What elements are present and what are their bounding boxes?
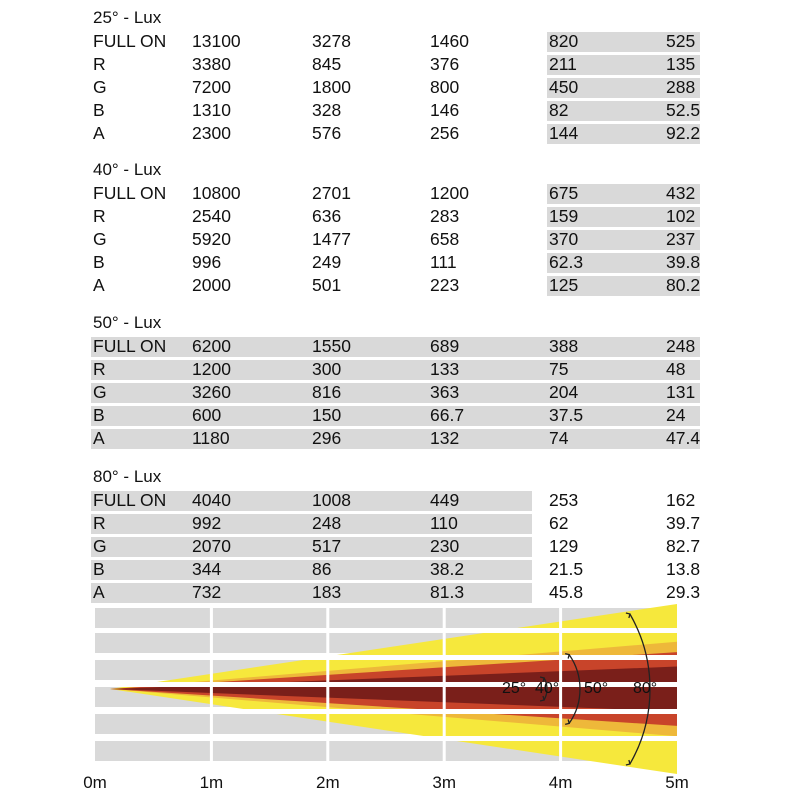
beam-angle-label: 40° <box>535 680 560 697</box>
lux-value: 62.3 <box>549 252 584 272</box>
table-row <box>0 404 800 427</box>
lux-value: 248 <box>312 513 342 533</box>
lux-value: 658 <box>430 229 460 249</box>
lux-value: 21.5 <box>549 559 584 579</box>
table-row <box>0 53 800 76</box>
distance-line <box>210 608 213 763</box>
lux-value: 223 <box>430 275 460 295</box>
lux-value: 7200 <box>192 77 231 97</box>
lux-value: 82 <box>549 100 569 120</box>
lux-value: 283 <box>430 206 460 226</box>
lux-value: 1310 <box>192 100 231 120</box>
table-row <box>0 30 800 53</box>
beam-angle-label: 80° <box>633 680 658 697</box>
table-row <box>0 205 800 228</box>
lux-value: 159 <box>549 206 579 226</box>
lux-value: 24 <box>666 405 686 425</box>
row-shade <box>91 406 700 426</box>
lux-value: 204 <box>549 382 579 402</box>
beam-diagram <box>0 600 800 800</box>
table-row <box>0 251 800 274</box>
lux-value: 689 <box>430 336 460 356</box>
lux-value: 296 <box>312 428 342 448</box>
x-tick-label: 3m <box>432 773 457 792</box>
x-tick-label: 4m <box>548 773 573 792</box>
lux-value: 288 <box>666 77 696 97</box>
row-label: R <box>93 513 106 533</box>
lux-value: 2000 <box>192 275 231 295</box>
band-gap <box>95 628 677 633</box>
lux-value: 517 <box>312 536 342 556</box>
row-label: R <box>93 54 106 74</box>
lux-value: 110 <box>430 513 458 533</box>
table-row <box>0 182 800 205</box>
beam-angle-label: 25° <box>502 680 527 697</box>
lux-value: 1180 <box>192 428 230 448</box>
lux-value: 600 <box>192 405 222 425</box>
lux-value: 237 <box>666 229 696 249</box>
lux-value: 388 <box>549 336 579 356</box>
lux-value: 74 <box>549 428 569 448</box>
lux-value: 256 <box>430 123 460 143</box>
lux-value: 992 <box>192 513 222 533</box>
table-row <box>0 489 800 512</box>
row-label: G <box>93 229 107 249</box>
lux-value: 2070 <box>192 536 231 556</box>
lux-value: 300 <box>312 359 342 379</box>
distance-line <box>559 608 562 763</box>
lux-value: 39.7 <box>666 513 701 533</box>
lux-value: 29.3 <box>666 582 701 602</box>
lux-value: 2540 <box>192 206 231 226</box>
lux-value: 636 <box>312 206 342 226</box>
lux-value: 10800 <box>192 183 241 203</box>
lux-value: 2701 <box>312 183 351 203</box>
lux-value: 249 <box>312 252 342 272</box>
lux-value: 1800 <box>312 77 351 97</box>
lux-value: 1200 <box>192 359 231 379</box>
lux-value: 820 <box>549 31 579 51</box>
lux-value: 13100 <box>192 31 241 51</box>
lux-value: 38.2 <box>430 559 465 579</box>
lux-value: 432 <box>666 183 696 203</box>
row-label: G <box>93 382 107 402</box>
lux-value: 370 <box>549 229 579 249</box>
lux-value: 102 <box>666 206 696 226</box>
lux-value: 732 <box>192 582 222 602</box>
lux-value: 132 <box>430 428 460 448</box>
lux-value: 248 <box>666 336 696 356</box>
x-tick-label: 1m <box>199 773 224 792</box>
x-tick-label: 0m <box>83 773 107 792</box>
lux-value: 66.7 <box>430 405 465 425</box>
row-label: B <box>93 252 105 272</box>
row-label: FULL ON <box>93 31 167 51</box>
row-shade <box>91 337 700 357</box>
lux-value: 5920 <box>192 229 231 249</box>
lux-value: 6200 <box>192 336 231 356</box>
distance-line <box>326 608 329 763</box>
lux-value: 3278 <box>312 31 351 51</box>
x-tick-label: 5m <box>665 773 689 792</box>
table-title: 80° - Lux <box>93 467 162 486</box>
row-shade <box>91 360 700 380</box>
lux-value: 150 <box>312 405 342 425</box>
table-row <box>0 358 800 381</box>
lux-value: 675 <box>549 183 579 203</box>
row-label: FULL ON <box>93 183 167 203</box>
lux-value: 1008 <box>312 490 351 510</box>
lux-value: 144 <box>549 123 579 143</box>
lux-value: 344 <box>192 559 222 579</box>
lux-value: 4040 <box>192 490 231 510</box>
table-row <box>0 535 800 558</box>
lux-value: 576 <box>312 123 342 143</box>
lux-value: 525 <box>666 31 696 51</box>
lux-value: 996 <box>192 252 222 272</box>
row-label: G <box>93 536 107 556</box>
row-label: R <box>93 359 106 379</box>
table-row <box>0 558 800 581</box>
lux-value: 80.2 <box>666 275 701 295</box>
row-shade <box>91 429 700 449</box>
lux-value: 81.3 <box>430 582 465 602</box>
row-label: B <box>93 559 105 579</box>
lux-value: 125 <box>549 275 579 295</box>
table-row <box>0 427 800 450</box>
lux-value: 92.2 <box>666 123 701 143</box>
table-row <box>0 274 800 297</box>
band-gap <box>95 709 677 714</box>
lux-value: 1200 <box>430 183 469 203</box>
lux-value: 450 <box>549 77 579 97</box>
lux-value: 146 <box>430 100 460 120</box>
beam-angle-label: 50° <box>584 680 609 697</box>
table-title: 40° - Lux <box>93 160 162 179</box>
lux-value: 37.5 <box>549 405 584 425</box>
lux-value: 230 <box>430 536 460 556</box>
lux-value: 133 <box>430 359 460 379</box>
table-row <box>0 335 800 358</box>
table-title: 50° - Lux <box>93 313 162 332</box>
lux-value: 328 <box>312 100 342 120</box>
row-label: FULL ON <box>93 490 167 510</box>
distance-line <box>443 608 446 763</box>
table-row <box>0 99 800 122</box>
lux-value: 501 <box>312 275 342 295</box>
lux-value: 131 <box>666 382 696 402</box>
row-label: A <box>93 582 105 602</box>
row-label: R <box>93 206 106 226</box>
lux-value: 1477 <box>312 229 351 249</box>
lux-value: 363 <box>430 382 460 402</box>
table-title: 25° - Lux <box>93 8 162 27</box>
row-label: G <box>93 77 107 97</box>
table-row <box>0 512 800 535</box>
row-shade <box>91 383 700 403</box>
lux-value: 75 <box>549 359 569 379</box>
lux-value: 3260 <box>192 382 231 402</box>
lux-value: 52.5 <box>666 100 701 120</box>
lux-value: 1460 <box>430 31 469 51</box>
lux-value: 3380 <box>192 54 231 74</box>
row-label: B <box>93 100 105 120</box>
table-row <box>0 228 800 251</box>
lux-value: 2300 <box>192 123 231 143</box>
row-label: A <box>93 428 105 448</box>
lux-value: 1550 <box>312 336 351 356</box>
row-label: FULL ON <box>93 336 167 356</box>
lux-value: 135 <box>666 54 696 74</box>
lux-value: 845 <box>312 54 342 74</box>
lux-value: 162 <box>666 490 696 510</box>
lux-value: 39.8 <box>666 252 701 272</box>
lux-value: 376 <box>430 54 460 74</box>
lux-value: 183 <box>312 582 342 602</box>
lux-value: 129 <box>549 536 579 556</box>
lux-value: 13.8 <box>666 559 701 579</box>
lux-value: 47.4 <box>666 428 701 448</box>
row-label: B <box>93 405 105 425</box>
table-row <box>0 76 800 99</box>
lux-value: 62 <box>549 513 569 533</box>
band-gap <box>95 736 677 741</box>
lux-value: 800 <box>430 77 460 97</box>
lux-value: 82.7 <box>666 536 701 556</box>
lux-value: 111 <box>430 252 457 272</box>
lux-value: 45.8 <box>549 582 584 602</box>
lux-value: 449 <box>430 490 460 510</box>
row-label: A <box>93 275 105 295</box>
lux-value: 253 <box>549 490 579 510</box>
x-tick-label: 2m <box>315 773 340 792</box>
table-row <box>0 381 800 404</box>
table-row <box>0 122 800 145</box>
lux-value: 86 <box>312 559 332 579</box>
band-gap <box>95 655 677 660</box>
lux-value: 211 <box>549 54 577 74</box>
row-label: A <box>93 123 105 143</box>
lux-value: 48 <box>666 359 686 379</box>
lux-value: 816 <box>312 382 342 402</box>
